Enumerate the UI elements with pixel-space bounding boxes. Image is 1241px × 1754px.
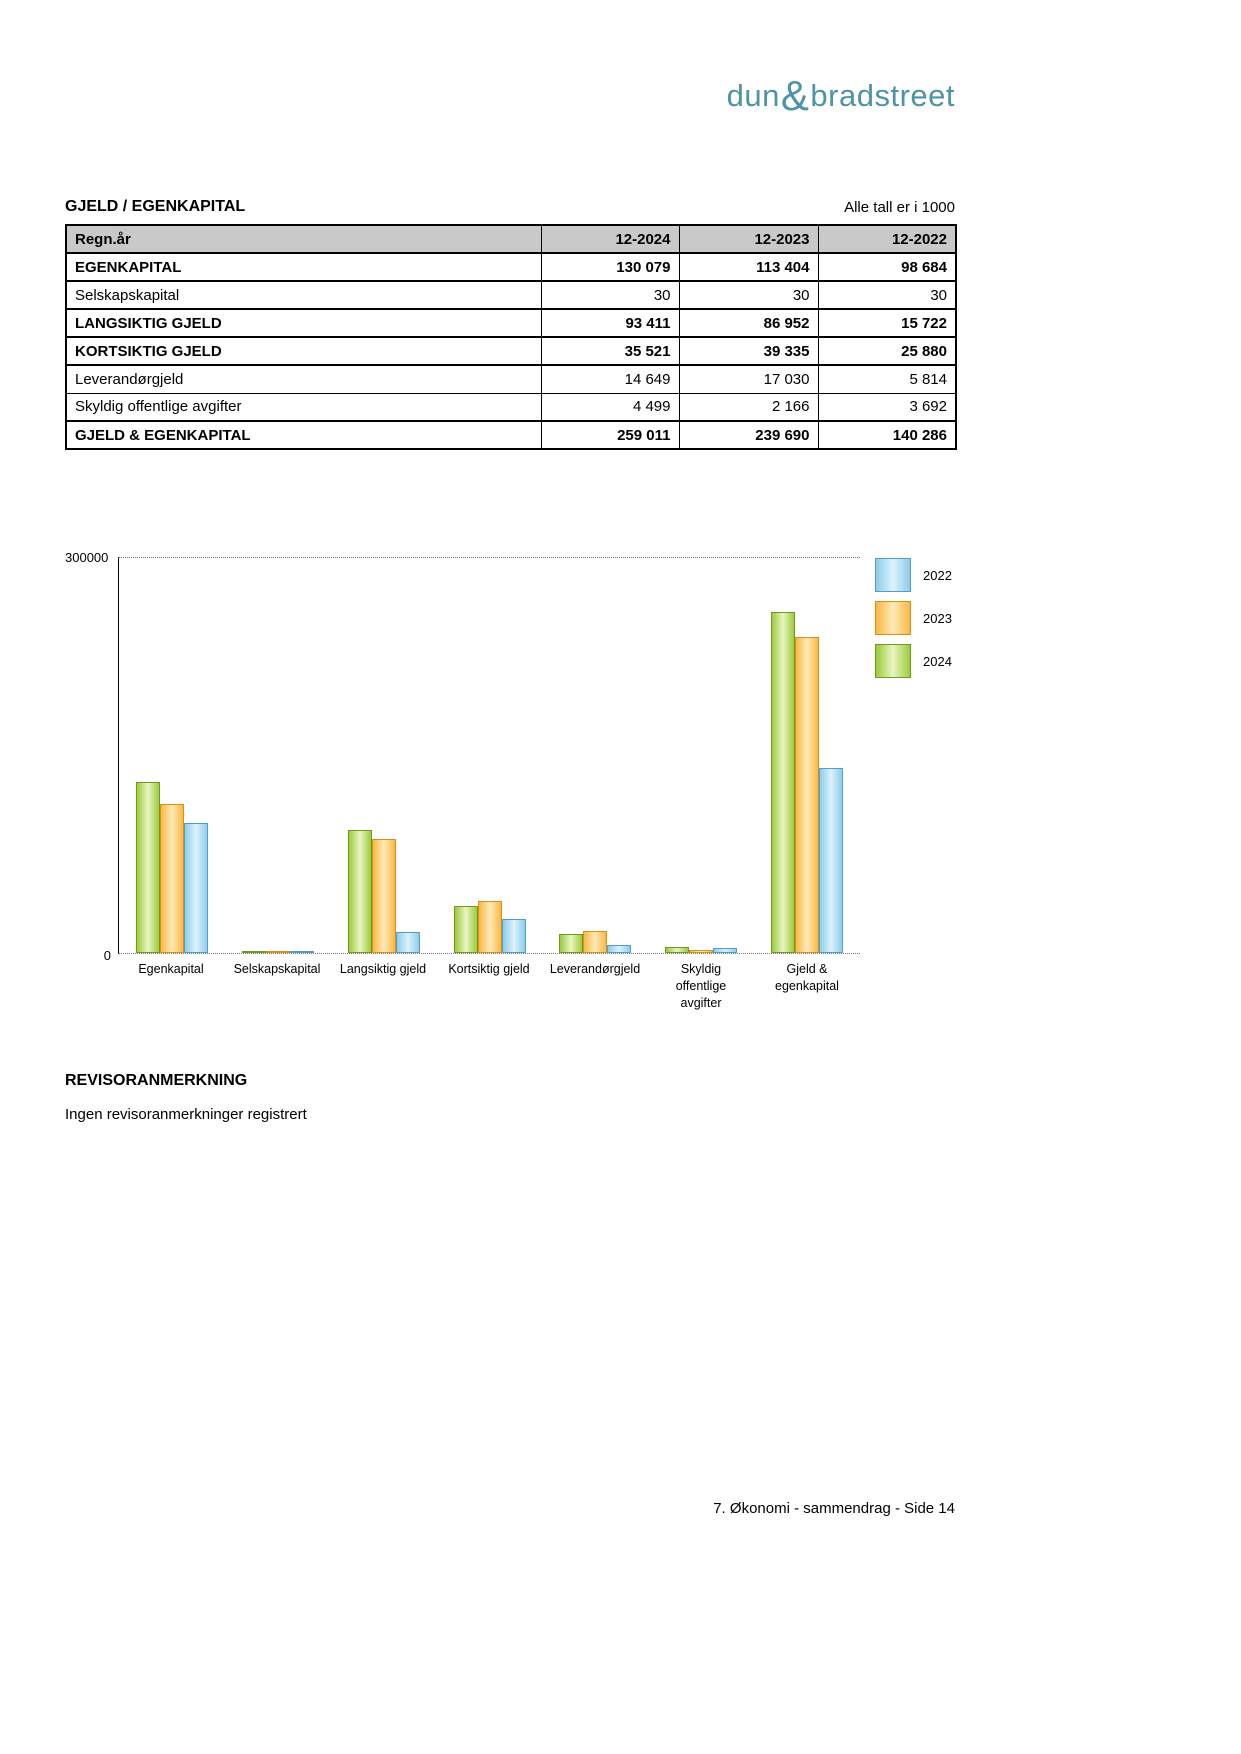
row-value: 5 814 (818, 365, 956, 393)
category-label: Skyldig offentlige avgifter (675, 962, 727, 1010)
row-label: Leverandørgjeld (66, 365, 541, 393)
bar-group (542, 558, 648, 953)
row-value: 4 499 (541, 393, 679, 421)
table-row (66, 281, 956, 309)
bar-2024 (242, 951, 266, 953)
row-label: LANGSIKTIG GJELD (66, 309, 541, 337)
row-value: 98 684 (818, 253, 956, 281)
table-row (66, 365, 956, 393)
row-value: 35 521 (541, 337, 679, 365)
gjeld-egenkapital-section (65, 198, 955, 450)
row-value: 30 (541, 281, 679, 309)
header-year-2022: 12-2022 (818, 225, 956, 253)
legend-swatch-2023 (875, 601, 911, 635)
bar-group (119, 558, 225, 953)
category-label: Leverandørgjeld (549, 962, 641, 976)
chart-plot (118, 557, 860, 954)
row-value: 259 011 (541, 421, 679, 449)
bar-2024 (665, 947, 689, 953)
revisor-section (65, 1072, 307, 1123)
y-axis-tick-max: 300000 (65, 550, 109, 565)
bar-2022 (502, 919, 526, 953)
units-note: Alle tall er i 1000 (844, 199, 955, 216)
logo-part2: bradstreet (810, 78, 955, 113)
row-value: 239 690 (679, 421, 818, 449)
page-footer: 7. Økonomi - sammendrag - Side 14 (713, 1500, 955, 1517)
bar-group (437, 558, 543, 953)
bar-group (754, 558, 860, 953)
y-axis-tick-zero: 0 (103, 948, 111, 963)
bar-2022 (290, 951, 314, 953)
row-value: 17 030 (679, 365, 818, 393)
bar-2023 (795, 637, 819, 953)
legend-swatch-2024 (875, 644, 911, 678)
bar-2024 (771, 612, 795, 953)
bar-group (225, 558, 331, 953)
header-year-2024: 12-2024 (541, 225, 679, 253)
row-value: 140 286 (818, 421, 956, 449)
bar-2024 (454, 906, 478, 953)
row-value: 39 335 (679, 337, 818, 365)
table-row (66, 393, 956, 421)
table-header-row (66, 225, 956, 253)
revisor-text: Ingen revisoranmerkninger registrert (65, 1106, 307, 1123)
bar-group (648, 558, 754, 953)
legend-item (875, 558, 952, 592)
bar-2022 (713, 948, 737, 953)
bar-2024 (348, 830, 372, 953)
bar-2022 (396, 932, 420, 953)
bar-2022 (819, 768, 843, 953)
bar-2023 (160, 804, 184, 953)
logo-ampersand-icon: & (780, 72, 810, 119)
row-label: KORTSIKTIG GJELD (66, 337, 541, 365)
table-row (66, 421, 956, 449)
row-value: 130 079 (541, 253, 679, 281)
row-label: Skyldig offentlige avgifter (66, 393, 541, 421)
logo-part1: dun (726, 78, 780, 113)
bar-2023 (583, 931, 607, 953)
row-label: GJELD & EGENKAPITAL (66, 421, 541, 449)
bar-2023 (372, 839, 396, 953)
row-value: 14 649 (541, 365, 679, 393)
legend-label: 2024 (923, 653, 952, 669)
header-regnar: Regn.år (66, 225, 541, 253)
legend-item (875, 601, 952, 635)
row-value: 30 (818, 281, 956, 309)
bar-2024 (136, 782, 160, 953)
bar-2022 (607, 945, 631, 953)
bar-2023 (266, 951, 290, 953)
bar-group (331, 558, 437, 953)
bar-2024 (559, 934, 583, 953)
row-value: 86 952 (679, 309, 818, 337)
row-value: 2 166 (679, 393, 818, 421)
bar-2023 (689, 950, 713, 953)
revisor-title: REVISORANMERKNING (65, 1072, 248, 1089)
row-value: 3 692 (818, 393, 956, 421)
row-value: 25 880 (818, 337, 956, 365)
table-row (66, 253, 956, 281)
row-label: Selskapskapital (66, 281, 541, 309)
row-value: 30 (679, 281, 818, 309)
row-value: 93 411 (541, 309, 679, 337)
category-label: Langsiktig gjeld (339, 962, 427, 976)
table-row (66, 337, 956, 365)
row-value: 15 722 (818, 309, 956, 337)
category-label: Selskapskapital (233, 962, 321, 976)
debt-equity-bar-chart (65, 548, 955, 1018)
category-label: Egenkapital (138, 962, 204, 976)
legend-item (875, 644, 952, 678)
bar-2023 (478, 901, 502, 953)
legend-label: 2023 (923, 610, 952, 626)
logo (726, 68, 955, 119)
section-header (65, 198, 955, 216)
legend-swatch-2022 (875, 558, 911, 592)
legend-label: 2022 (923, 567, 952, 583)
financial-table (65, 224, 957, 450)
category-label: Kortsiktig gjeld (448, 962, 530, 976)
chart-category-labels (118, 961, 860, 1012)
row-label: EGENKAPITAL (66, 253, 541, 281)
row-value: 113 404 (679, 253, 818, 281)
table-row (66, 309, 956, 337)
header-year-2023: 12-2023 (679, 225, 818, 253)
chart-legend (875, 558, 952, 687)
category-label: Gjeld & egenkapital (775, 962, 839, 993)
bar-2022 (184, 823, 208, 953)
section-title: GJELD / EGENKAPITAL (65, 198, 246, 215)
